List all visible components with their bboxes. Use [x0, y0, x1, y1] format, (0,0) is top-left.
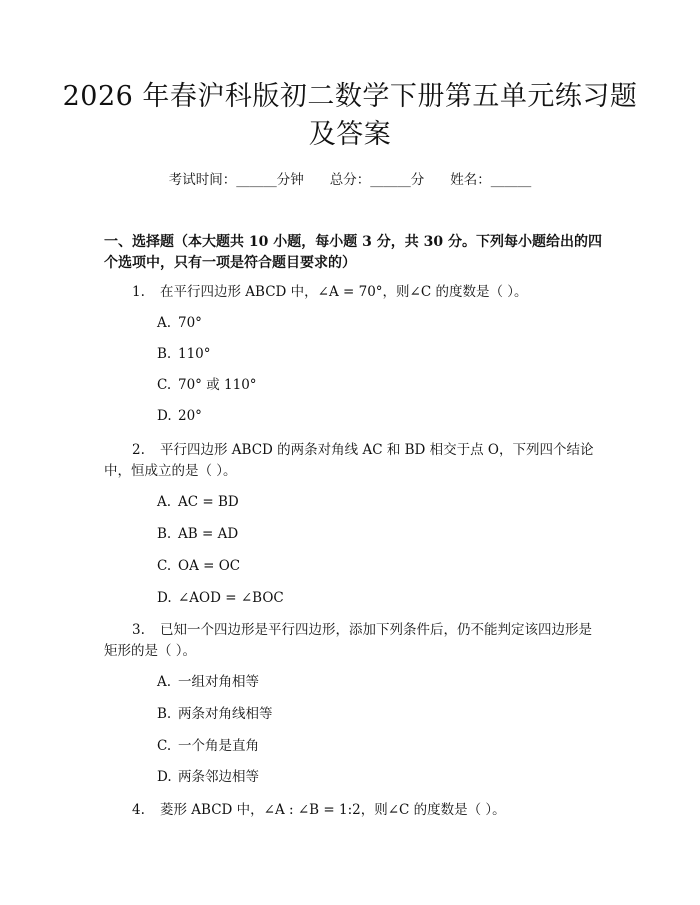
option-1b: [157, 344, 211, 364]
option-letter: C.: [157, 738, 172, 754]
option-letter: B.: [157, 346, 172, 362]
option-letter: A.: [157, 315, 172, 331]
option-text: AC = BD: [178, 494, 239, 510]
option-2a: [157, 492, 239, 512]
question-text: 在平行四边形 ABCD 中，∠A = 70°，则∠C 的度数是（ ）。: [160, 284, 528, 300]
option-3b: [157, 704, 273, 724]
option-text: 一组对角相等: [178, 674, 259, 690]
option-text: 70° 或 110°: [178, 377, 257, 393]
question-4: [104, 800, 600, 821]
option-text: 两条对角线相等: [178, 706, 273, 722]
option-letter: C.: [157, 558, 172, 574]
option-2b: [157, 524, 238, 544]
question-2: [104, 440, 600, 482]
option-letter: B.: [157, 706, 172, 722]
question-number: 1.: [132, 284, 145, 300]
option-letter: D.: [157, 408, 172, 424]
option-letter: D.: [157, 590, 172, 606]
option-letter: B.: [157, 526, 172, 542]
question-number: 2.: [132, 442, 145, 458]
option-text: 20°: [178, 408, 202, 424]
question-text: 已知一个四边形是平行四边形，添加下列条件后，仍不能判定该四边形是矩形的是（ ）。: [104, 622, 592, 659]
total-score-field: 总分：______分: [329, 172, 425, 188]
option-letter: C.: [157, 377, 172, 393]
option-1d: [157, 406, 202, 426]
question-1: [104, 282, 600, 303]
option-letter: D.: [157, 769, 172, 785]
question-number: 3.: [132, 622, 145, 638]
exam-time-field: 考试时间：______分钟: [168, 172, 304, 188]
option-3a: [157, 672, 259, 692]
option-letter: A.: [157, 494, 172, 510]
option-text: 110°: [178, 346, 211, 362]
option-2d: [157, 588, 284, 608]
option-text: 70°: [178, 315, 202, 331]
question-text: 菱形 ABCD 中，∠A : ∠B = 1:2，则∠C 的度数是（ ）。: [160, 802, 506, 818]
student-name-field: 姓名：______: [450, 172, 532, 188]
option-text: OA = OC: [178, 558, 241, 574]
exam-info-line: [0, 168, 700, 188]
option-3d: [157, 767, 259, 787]
option-1a: [157, 313, 202, 333]
question-text: 平行四边形 ABCD 的两条对角线 AC 和 BD 相交于点 O，下列四个结论中，恒成立的是（ ）。: [104, 442, 594, 479]
question-3: [104, 620, 600, 662]
option-text: AB = AD: [178, 526, 239, 542]
section-heading: 一、选择题（本大题共 10 小题，每小题 3 分，共 30 分。下列每小题给出的四个选项中，只有一项是符合题目要求的）: [104, 234, 602, 271]
option-1c: [157, 375, 257, 395]
document-title: 2026 年春沪科版初二数学下册第五单元练习题及答案: [62, 81, 638, 150]
option-text: 两条邻边相等: [178, 769, 259, 785]
option-letter: A.: [157, 674, 172, 690]
option-text: ∠AOD = ∠BOC: [178, 590, 284, 606]
question-number: 4.: [132, 802, 145, 818]
option-text: 一个角是直角: [178, 738, 259, 754]
option-2c: [157, 556, 240, 576]
option-3c: [157, 736, 259, 756]
